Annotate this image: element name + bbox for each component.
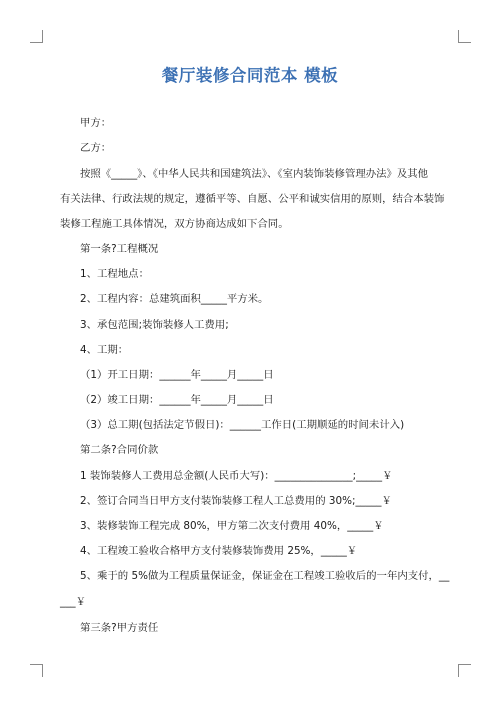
- crop-mark-bottom-right: [458, 664, 471, 677]
- crop-mark-top-left: [30, 30, 43, 43]
- clause-line: 4、工期：: [80, 344, 129, 356]
- preamble-line-1: 按照《_____》、《中华人民共和国建筑法》、《室内装饰装修管理办法》及其他: [80, 168, 429, 180]
- party-a-line: 甲方：: [80, 117, 112, 129]
- clause-line: 5、乘于的 5%做为工程质量保证金，保证金在工程竣工验收后的一年内支付，__: [80, 570, 450, 582]
- article-2-heading: 第二条?合同价款: [80, 444, 159, 456]
- clause-line-continued: ___￥: [60, 596, 86, 608]
- clause-line: 3、装修装饰工程完成 80%，甲方第二次支付费用 40%，_____￥: [80, 520, 384, 532]
- preamble-line-3: 装修工程施工具体情况，双方协商达成如下合同。: [60, 218, 289, 230]
- clause-line: （1）开工日期：______年_____月_____日: [80, 369, 274, 381]
- clause-line: 1 装饰装修人工费用总金额(人民币大写)：_______________;_____￥: [80, 470, 393, 482]
- clause-line: 4、工程竣工验收合格甲方支付装修装饰费用 25%，_____￥: [80, 545, 358, 557]
- party-b-line: 乙方：: [80, 142, 112, 154]
- clause-line: （3）总工期(包括法定节假日)：______工作日(工期顺延的时间未计入): [80, 419, 405, 431]
- crop-mark-top-right: [458, 30, 471, 43]
- article-1-heading: 第一条?工程概况: [80, 243, 159, 255]
- clause-line: 3、承包范围;装饰装修人工费用;: [80, 319, 229, 331]
- preamble-line-2: 有关法律、行政法规的规定，遵循平等、自愿、公平和诚实信用的原则，结合本装饰: [60, 193, 445, 205]
- article-3-heading: 第三条?甲方责任: [80, 622, 159, 634]
- crop-mark-bottom-left: [30, 664, 43, 677]
- clause-line: （2）竣工日期：______年_____月_____日: [80, 394, 274, 406]
- clause-line: 2、签订合同当日甲方支付装饰装修工程人工总费用的 30%;_____￥: [80, 495, 392, 507]
- clause-line: 2、工程内容：总建筑面积_____平方米。: [80, 293, 269, 305]
- clause-line: 1、工程地点：: [80, 268, 149, 280]
- document-title: 餐厅装修合同范本 模板: [161, 66, 339, 85]
